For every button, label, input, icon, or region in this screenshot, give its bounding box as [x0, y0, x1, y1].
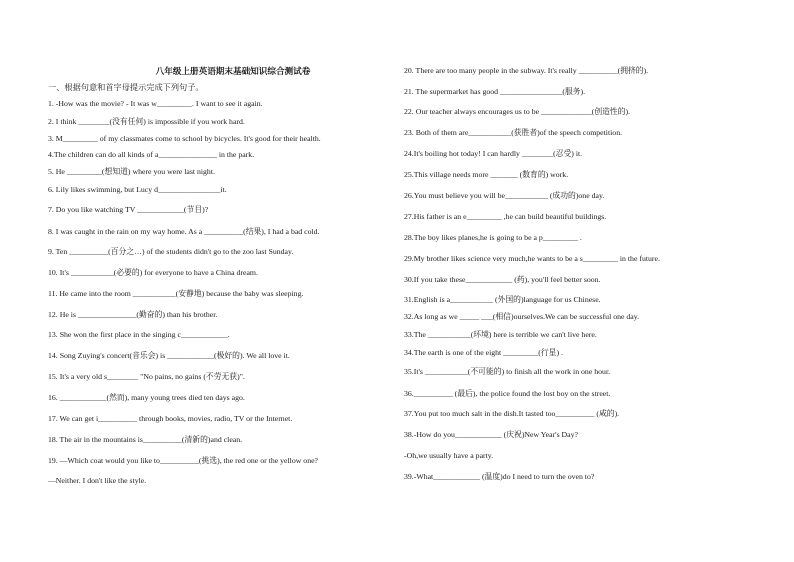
question-27: 27.His father is an e_________ ,he can build beautiful buildings. [404, 212, 607, 221]
question-33: 33.The ___________(环境) here is terrible we can't live here. [404, 330, 597, 339]
question-20: 20. There are too many people in the subway. It's really __________(拥挤的). [404, 66, 649, 75]
question-6: 6. Lily likes swimming, but Lucy d________________it. [48, 185, 227, 194]
question-12: 12. He is _______________(勤奋的) than his brother. [48, 310, 218, 319]
question-22: 22. Our teacher always encourages us to be _____________(创造性的). [404, 107, 631, 116]
question-13: 13. She won the first place in the singing c____________. [48, 330, 230, 339]
question-17: 17. We can get i__________ through books, movies, radio, TV or the Internet. [48, 414, 293, 423]
question-1: 1. -How was the movie? - It was w_________. I want to see it again. [48, 99, 263, 108]
question-7: 7. Do you like watching TV ____________(节目)? [48, 205, 209, 214]
section-instruction: 一、根据句意和首字母提示完成下列句子。 [48, 82, 204, 92]
question-21: 21. The supermarket has good ________________(服务). [404, 87, 586, 96]
question-26: 26.You must believe you will be___________ (成功的)one day. [404, 191, 605, 200]
question-2: 2. I think ________(没有任何) is impossible if you work hard. [48, 117, 245, 126]
question-19: 19. —Which coat would you like to__________(挑选), the red one or the yellow one? [48, 456, 319, 465]
question-8: 8. I was caught in the rain on my way home. As a __________(结果), I had a bad cold. [48, 227, 320, 236]
question-35: 35.It's ___________(不可能的) to finish all the work in one hour. [404, 367, 611, 376]
question-5: 5. He _________(想知道) where you were last night. [48, 167, 215, 176]
worksheet-title: 八年级上册英语期末基础知识综合测试卷 [155, 67, 311, 77]
question-11: 11. He came into the room ___________(安静地) because the baby was sleeping. [48, 289, 304, 298]
question-25: 25.This village needs more _______ (数育的) work. [404, 170, 569, 179]
question-14: 14. Song Zuying's concert(音乐会) is ____________(极好的). We all love it. [48, 351, 290, 360]
question-10: 10. It's ___________(必要的) for everyone to have a China dream. [48, 268, 258, 277]
question-23: 23. Both of them are___________(获胜者)of the speech competition. [404, 128, 623, 137]
question-38-answer: -Oh,we usually have a party. [404, 451, 494, 460]
question-24: 24.It's boiling hot today! I can hardly ________(忍受) it. [404, 149, 583, 158]
question-37: 37.You put too much salt in the dish.It tasted too__________ (咸的). [404, 409, 620, 418]
question-28: 28.The boy likes planes,he is going to be a p_________ . [404, 233, 582, 242]
question-38: 38.-How do you____________ (庆祝)New Year's Day? [404, 430, 578, 439]
question-36: 36.__________ (最后), the police found the lost boy on the street. [404, 389, 611, 398]
question-39: 39.-What____________ (温度)do I need to turn the oven to? [404, 472, 595, 481]
question-18: 18. The air in the mountains is__________(清新的)and clean. [48, 435, 243, 444]
question-32: 32.As long as we _____ ___(相信)ourselves.We can be successful one day. [404, 312, 640, 321]
question-19-answer: —Neither. I don't like the style. [48, 476, 147, 485]
question-15: 15. It's a very old s________ "No pains, no gains (不劳无获)". [48, 372, 245, 381]
question-16: 16. ____________(然而), many young trees died ten days ago. [48, 393, 245, 402]
question-29: 29.My brother likes science very much,he wants to be a s_________ in the future. [404, 254, 660, 263]
question-30: 30.If you take these____________ (药), you'll feel better soon. [404, 275, 601, 284]
question-34: 34.The earth is one of the eight _________(行星) . [404, 348, 563, 357]
question-31: 31.English is a___________ (外国的)language for us Chinese. [404, 295, 601, 304]
question-4: 4.The children can do all kinds of a_______________ in the park. [48, 150, 255, 159]
question-9: 9. Ten __________(百分之…) of the students didn't go to the zoo last Sunday. [48, 247, 294, 256]
question-3: 3. M_________ of my classmates come to school by bicycles. It's good for their health. [48, 134, 321, 143]
